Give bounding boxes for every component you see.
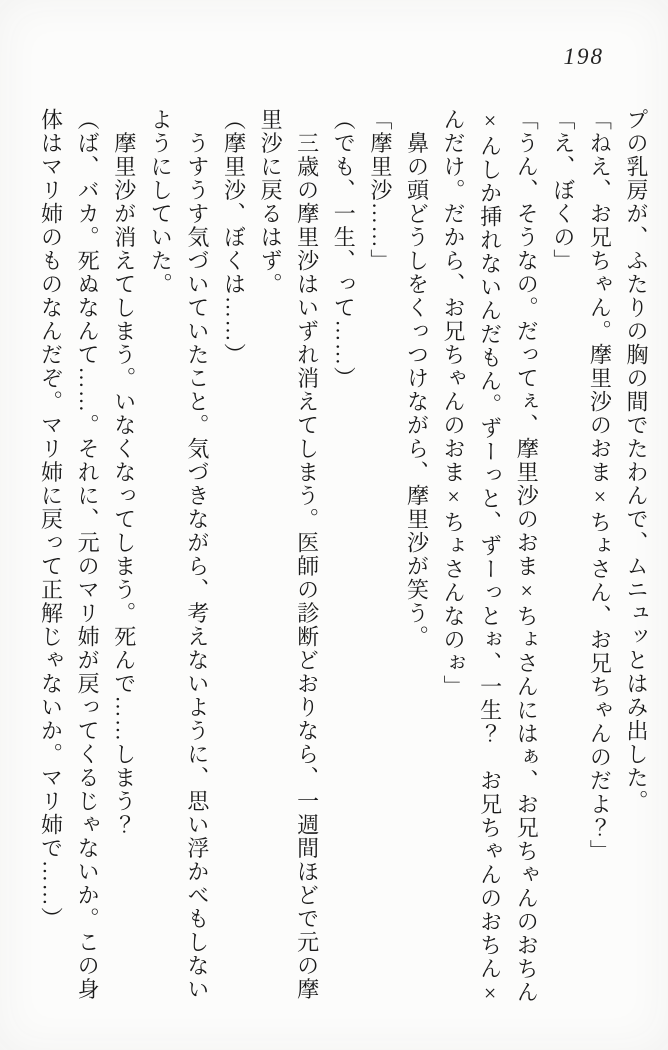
text-line-11: 里沙に戻るはず。 (258, 108, 284, 296)
text-line-17: 体はマリ姉のものなんだぞ。マリ姉に戻って正解じゃないか。マリ姉で……） (38, 108, 64, 931)
text-line-16: （ば、バカ。死ぬなんて……。それに、元のマリ姉が戻ってくるじゃないか。この身 (75, 108, 101, 1001)
text-line-06: んだけ。だから、お兄ちゃんのおま×ちょさんなのぉ」 (441, 108, 467, 699)
text-line-07: 鼻の頭どうしをくっつけながら、摩里沙が笑う。 (404, 108, 430, 649)
text-line-13: うすうす気づいていたこと。気づきながら、考えないように、思い浮かべもしない (184, 108, 210, 1001)
text-line-14: ようにしていた。 (148, 108, 174, 296)
text-line-12: （摩里沙、ぼくは……） (221, 108, 247, 367)
text-line-04: 「うん、そうなの。だってぇ、摩里沙のおま×ちょさんにはぁ、お兄ちゃんのおちん (514, 108, 540, 1004)
text-line-01: プの乳房が、ふたりの胸の間でたわんで、ムニュッとはみ出した。 (624, 108, 649, 813)
vertical-text-block (32, 108, 654, 1026)
text-line-09: （でも、一生、って……） (331, 108, 357, 390)
text-line-08: 「摩里沙……」 (367, 108, 393, 273)
text-line-05: ×んしか挿れないんだもん。ずーっと、ずーっとぉ、一生？ お兄ちゃんのおちん× (477, 108, 503, 1007)
text-line-10: 三歳の摩里沙はいずれ消えてしまう。医師の診断どおりなら、一週間ほどで元の摩 (294, 108, 320, 1001)
text-line-03: 「え、ぼくの」 (550, 108, 576, 273)
page-number: 198 (563, 44, 604, 69)
text-line-15: 摩里沙が消えてしまう。いなくなってしまう。死んで……しまう？ (111, 108, 137, 837)
text-line-02: 「ねえ、お兄ちゃん。摩里沙のおま×ちょさん、お兄ちゃんのだよ？」 (587, 108, 613, 863)
